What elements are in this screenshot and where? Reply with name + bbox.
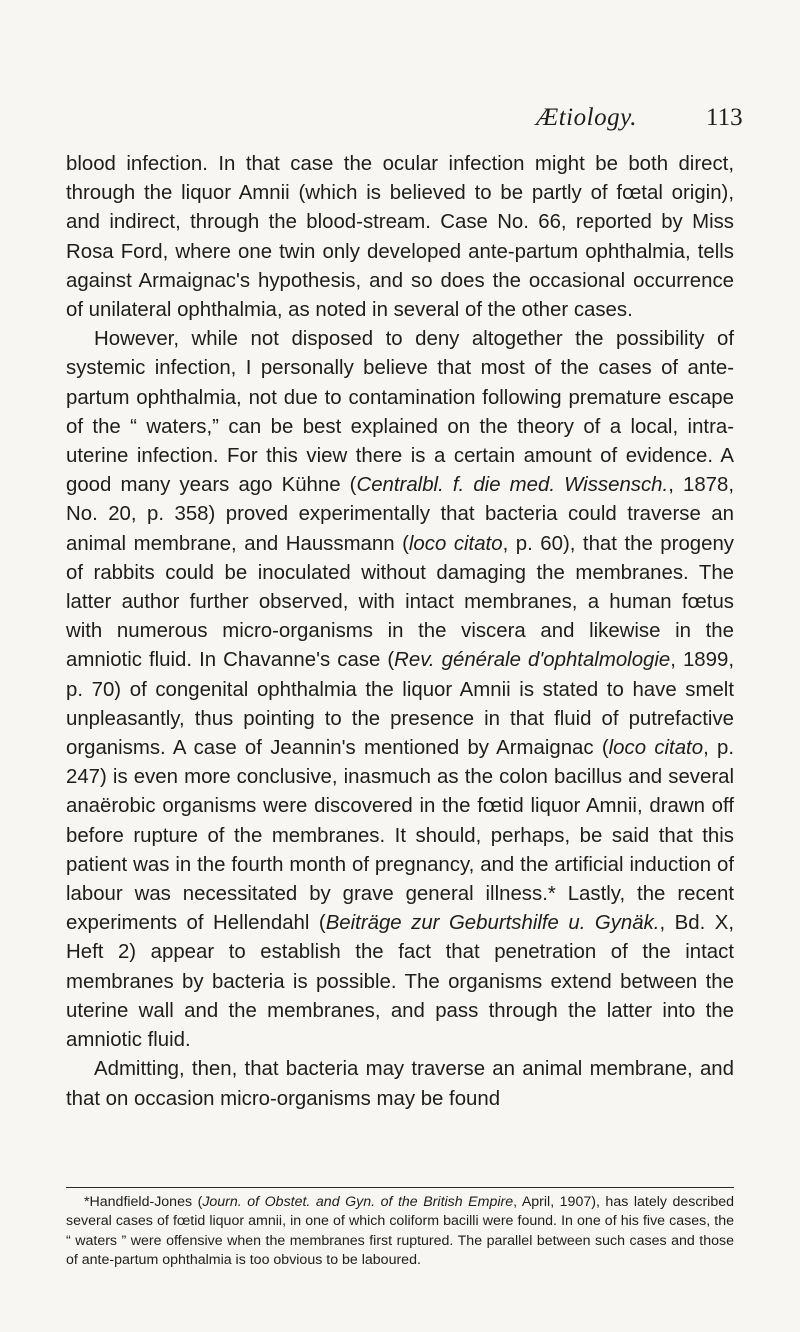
text-run: , 1899, p. 70) of congenital ophthalmia the liquor Amnii is stated to have smelt unpleasantly, thus pointing to the presence in that fluid of putrefactive organisms. A case of Jeannin's mentioned by Armaignac (	[66, 649, 734, 760]
text-run: , p. 60), that the progeny of rabbits could be inoculated without damaging the membranes. The latter author further observed, with intact membranes, a human fœtus with numerous micro-organisms in the viscera and likewise in the amniotic fluid. In Chavanne's case (	[66, 532, 734, 672]
footnote-divider	[66, 1187, 734, 1188]
page-header	[0, 104, 800, 140]
italic-citation: loco citato	[408, 532, 503, 555]
footnote-text	[66, 1193, 734, 1271]
text-run: , April, 1907), has lately described several cases of fœtid liquor amnii, in one of which coliform bacilli were found. In one of his five cases, the “ waters ” were offensive when the membranes first ruptured. The parallel between such cases and those of ante-partum ophthalmia is too obvious to be laboured.	[66, 1194, 735, 1269]
text-run: , 1878, No. 20, p. 358) proved experimentally that bacteria could traverse an animal membrane, and Haussmann (	[66, 474, 735, 555]
italic-citation: Beiträge zur Geburtshilfe u. Gynäk.	[325, 912, 660, 935]
text-run: However, while not disposed to deny altogether the possibility of systemic infection, I personally believe that most of the cases of ante-partum ophthalmia, not due to contamination following premature escape of the “ waters,” can be best explained on the theory of a local, intra-uterine infection. For this view there is a certain amount of evidence. A good many years ago Kühne (	[66, 328, 734, 497]
paragraph-1	[66, 150, 734, 325]
italic-citation: Centralbl. f. die med. Wissensch.	[356, 474, 669, 497]
body-text	[66, 150, 734, 1114]
text-run: *Handfield-Jones (	[84, 1194, 203, 1210]
italic-citation: loco citato	[608, 737, 704, 760]
running-title: Ætiology.	[536, 104, 638, 131]
text-run: blood infection. In that case the ocular infection might be both direct, through the liquor Amnii (which is believed to be partly of fœtal origin), and indirect, through the blood-stream. Case No. 66, reported by Miss Rosa Ford, where one twin only developed ante-partum ophthalmia, tells against Armaignac's hypothesis, and so does the occasional occurrence of unilateral ophthalmia, as noted in several of the other cases.	[66, 153, 734, 322]
footnote	[66, 1193, 734, 1271]
italic-citation: Journ. of Obstet. and Gyn. of the British Empire	[202, 1194, 514, 1210]
italic-citation: Rev. générale d'ophtalmologie	[394, 649, 671, 672]
page-number: 113	[706, 104, 743, 131]
text-run: , p. 247) is even more conclusive, inasmuch as the colon bacillus and several anaërobic organisms were discovered in the fœtid liquor Amnii, drawn off before rupture of the membranes. It should, perhaps, be said that this patient was in the fourth month of pregnancy, and the artificial induction of labour was necessitated by grave general illness.* Lastly, the recent experiments of Hellendahl (	[66, 737, 734, 935]
text-run: Admitting, then, that bacteria may traverse an animal membrane, and that on occasion micro-organisms may be found	[66, 1058, 734, 1110]
text-run: , Bd. X, Heft 2) appear to establish the fact that penetration of the intact membranes by bacteria is possible. The organisms extend between the uterine wall and the membranes, and pass through the latter into the amniotic fluid.	[66, 912, 734, 1052]
paragraph-2	[66, 325, 734, 1055]
paragraph-3	[66, 1055, 734, 1113]
